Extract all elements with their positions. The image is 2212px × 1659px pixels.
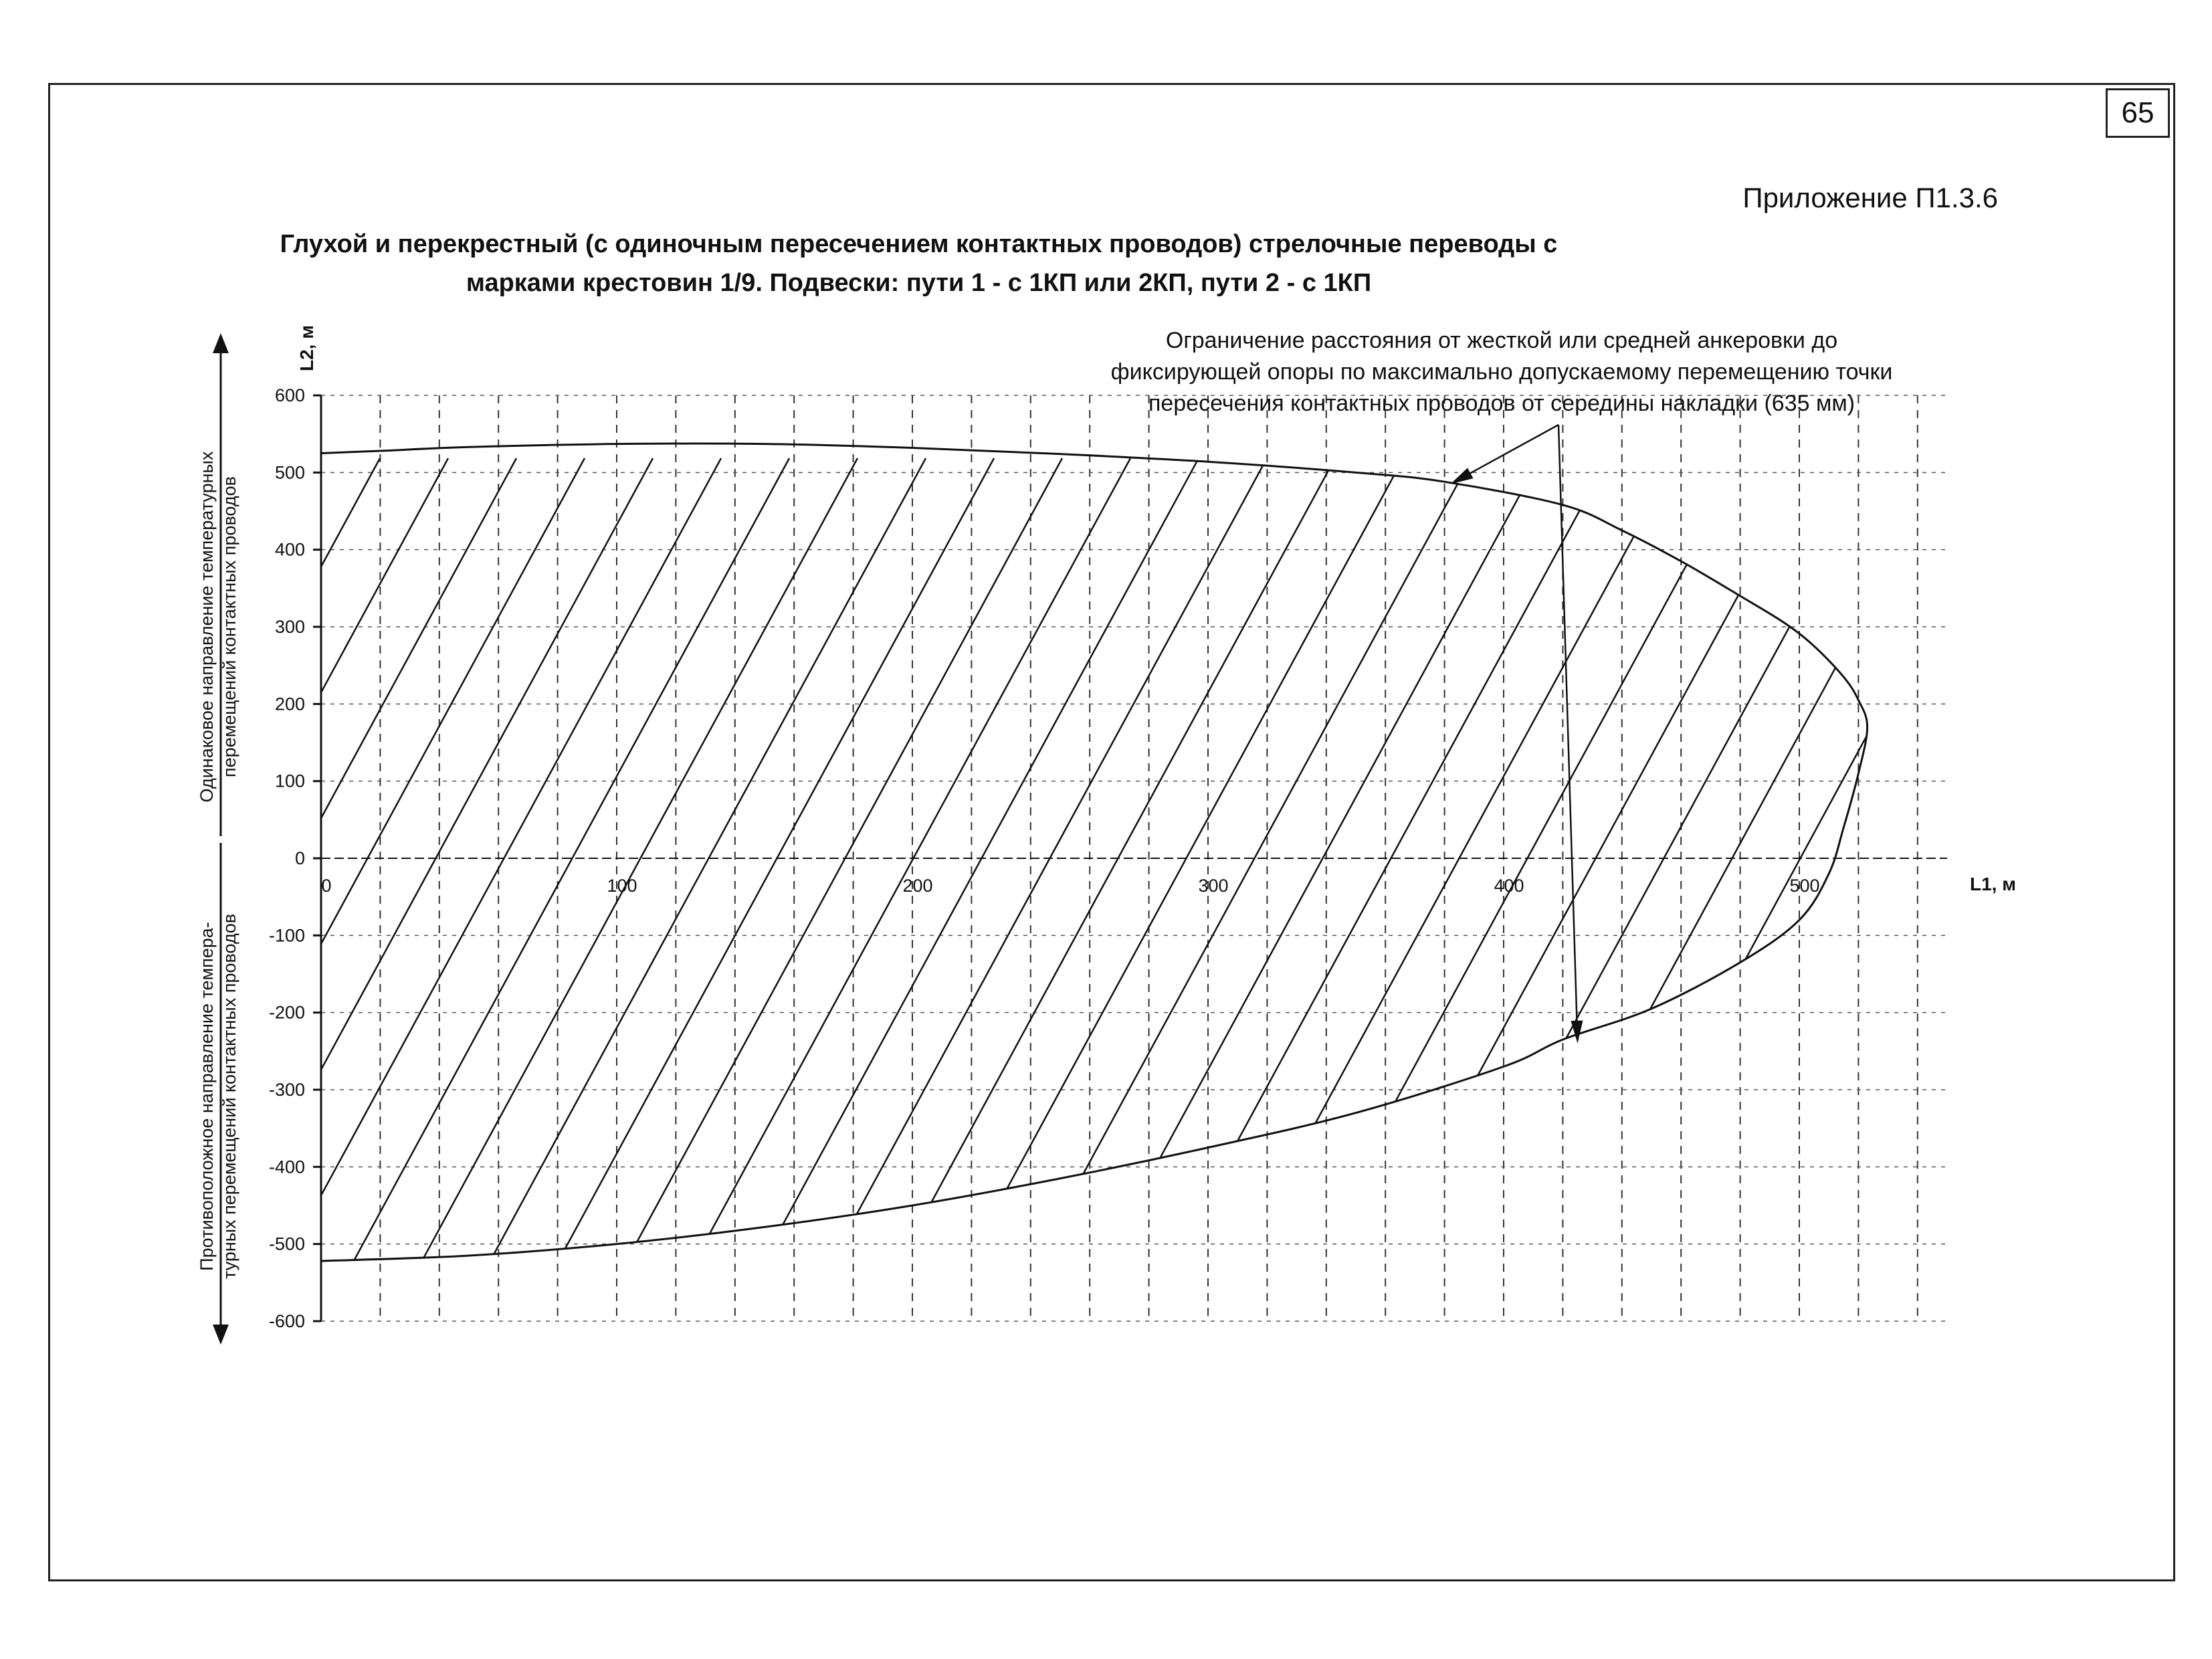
chart-title-line-1: Глухой и перекрестный (с одиночным пересечением контактных проводов) стрелочные переводы с	[280, 230, 1558, 258]
appendix-label: Приложение П1.3.6	[1742, 182, 1998, 213]
hatch-line	[321, 458, 789, 1321]
x-tick-label: 500	[1789, 876, 1820, 896]
y-tick-label: 600	[274, 385, 305, 406]
y-tick-label: 0	[294, 848, 305, 868]
hatch-fill	[0, 458, 2212, 1321]
hatch-line	[2095, 458, 2212, 1321]
hatch-line	[48, 458, 516, 1321]
annotation-line-1: Ограничение расстояния от жесткой или средней анкеровки до	[1165, 328, 1838, 353]
hatch-line	[1344, 458, 1813, 1321]
y-tick-label: -200	[268, 1002, 305, 1023]
annotation-leader-line	[1559, 425, 1577, 1021]
hatch-line	[0, 458, 312, 1321]
y-tick-label: -400	[268, 1157, 305, 1177]
hatch-line	[799, 458, 1267, 1321]
y-tick-label: 300	[274, 617, 305, 638]
chart-title-line-2: марками крестовин 1/9. Подвески: пути 1 - с 1КП или 2КП, пути 2 - с 1КП	[466, 269, 1372, 297]
hatch-line	[2027, 458, 2212, 1321]
hatch-line	[1549, 458, 2017, 1321]
x-tick-label: 100	[607, 876, 637, 896]
hatch-line	[1481, 458, 1949, 1321]
y-tick-label: -100	[268, 925, 305, 946]
side-arrow-down-head	[213, 1325, 229, 1345]
hatch-line	[1890, 458, 2212, 1321]
side-label-upper-line-1: Одинаковое направление температурных	[197, 451, 217, 803]
hatch-line	[1686, 458, 2154, 1321]
side-arrow-up-head	[213, 333, 229, 353]
boundary-curve	[321, 444, 1868, 1261]
y-axis-label: L2, м	[296, 325, 317, 372]
y-tick-label: -500	[268, 1234, 305, 1254]
annotation	[1111, 328, 1893, 1044]
annotation-arrow-head	[1571, 1021, 1583, 1044]
hatch-line	[1003, 458, 1472, 1321]
y-tick-label: 200	[274, 694, 305, 714]
annotation-arrow-head	[1450, 468, 1473, 484]
x-tick-label: 400	[1494, 876, 1524, 896]
hatch-line	[867, 458, 1335, 1321]
hatch-line	[935, 458, 1403, 1321]
x-tick-label: 0	[321, 876, 332, 896]
annotation-leader-line	[1470, 425, 1559, 473]
hatch-line	[1072, 458, 1540, 1321]
x-tick-label: 200	[902, 876, 933, 896]
page-number: 65	[2106, 88, 2170, 138]
y-tick-label: -300	[268, 1079, 305, 1100]
hatch-line	[1208, 458, 1676, 1321]
y-tick-label: 100	[274, 771, 305, 791]
hatch-line	[185, 458, 653, 1321]
y-tick-label: 500	[274, 462, 305, 483]
side-label-lower-line-2: турных перемещений контактных проводов	[219, 913, 239, 1280]
side-label-lower-line-1: Противоположное направление темпера-	[197, 922, 217, 1271]
hatch-line	[1822, 458, 2212, 1321]
hatch-line	[458, 458, 926, 1321]
side-label-upper-line-2: перемещений контактных проводов	[219, 476, 239, 777]
side-labels	[197, 333, 239, 1345]
x-axis-label: L1, м	[1970, 874, 2016, 894]
annotation-line-3: пересечения контактных проводов от середины накладки (635 мм)	[1148, 391, 1855, 416]
hatch-line	[662, 458, 1130, 1321]
x-tick-label: 300	[1198, 876, 1229, 896]
hatch-line	[730, 458, 1199, 1321]
y-tick-label: -600	[268, 1310, 305, 1331]
y-tick-label: 400	[274, 539, 305, 560]
annotation-line-2: фиксирующей опоры по максимально допускаемому перемещению точки	[1110, 359, 1893, 385]
hatch-line	[116, 458, 585, 1321]
